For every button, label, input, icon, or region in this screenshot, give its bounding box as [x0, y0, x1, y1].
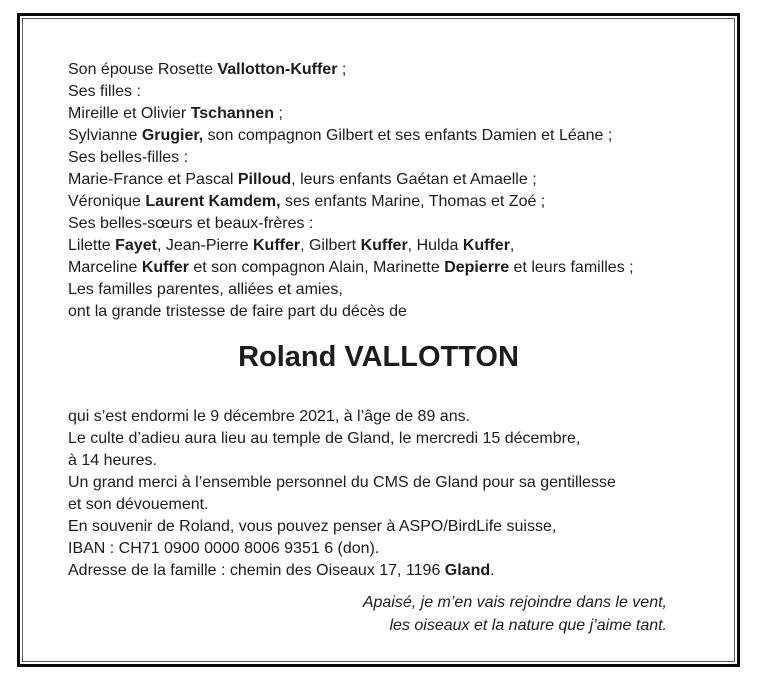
text-line: Marceline Kuffer et son compagnon Alain, Marinette Depierre et leurs familles ;	[68, 259, 634, 276]
funeral-details-block	[68, 406, 689, 582]
deceased-name-title: Roland VALLOTTON	[238, 341, 519, 373]
text-line: Sylvianne Grugier, son compagnon Gilbert et ses enfants Damien et Léane ;	[68, 127, 613, 144]
text-line: Apaisé, je m’en vais rejoindre dans le vent,	[362, 594, 667, 611]
outer-border-frame	[17, 13, 740, 667]
text-line: Son épouse Rosette Vallotton-Kuffer ;	[68, 61, 347, 78]
text-line: ont la grande tristesse de faire part du décès de	[68, 303, 407, 320]
text-line: Ses belles-filles :	[68, 149, 189, 166]
text-line: Le culte d’adieu aura lieu au temple de Gland, le mercredi 15 décembre,	[68, 430, 581, 447]
text-line: Ses belles-sœurs et beaux-frères :	[68, 215, 314, 232]
family-announcement-block	[68, 59, 689, 323]
text-line: IBAN : CH71 0900 0000 8006 9351 6 (don).	[68, 540, 380, 557]
text-line: Les familles parentes, alliées et amies,	[68, 281, 343, 298]
text-line: à 14 heures.	[68, 452, 157, 469]
text-line: Véronique Laurent Kamdem, ses enfants Marine, Thomas et Zoé ;	[68, 193, 546, 210]
epitaph-quote-block	[68, 591, 667, 637]
text-line: Lilette Fayet, Jean-Pierre Kuffer, Gilbert Kuffer, Hulda Kuffer,	[68, 237, 515, 254]
text-line: Adresse de la famille : chemin des Oiseaux 17, 1196 Gland.	[68, 562, 495, 579]
notice-content	[23, 19, 734, 637]
text-line: Marie-France et Pascal Pilloud, leurs enfants Gaétan et Amaelle ;	[68, 171, 537, 188]
text-line: et son dévouement.	[68, 496, 209, 513]
text-line: les oiseaux et la nature que j’aime tant.	[389, 617, 667, 634]
text-line: Un grand merci à l’ensemble personnel du CMS de Gland pour sa gentillesse	[68, 474, 616, 491]
text-line: Ses filles :	[68, 83, 141, 100]
text-line: qui s’est endormi le 9 décembre 2021, à l’âge de 89 ans.	[68, 408, 471, 425]
text-line: En souvenir de Roland, vous pouvez penser à ASPO/BirdLife suisse,	[68, 518, 557, 535]
inner-border-frame	[22, 18, 735, 662]
text-line: Mireille et Olivier Tschannen ;	[68, 105, 283, 122]
